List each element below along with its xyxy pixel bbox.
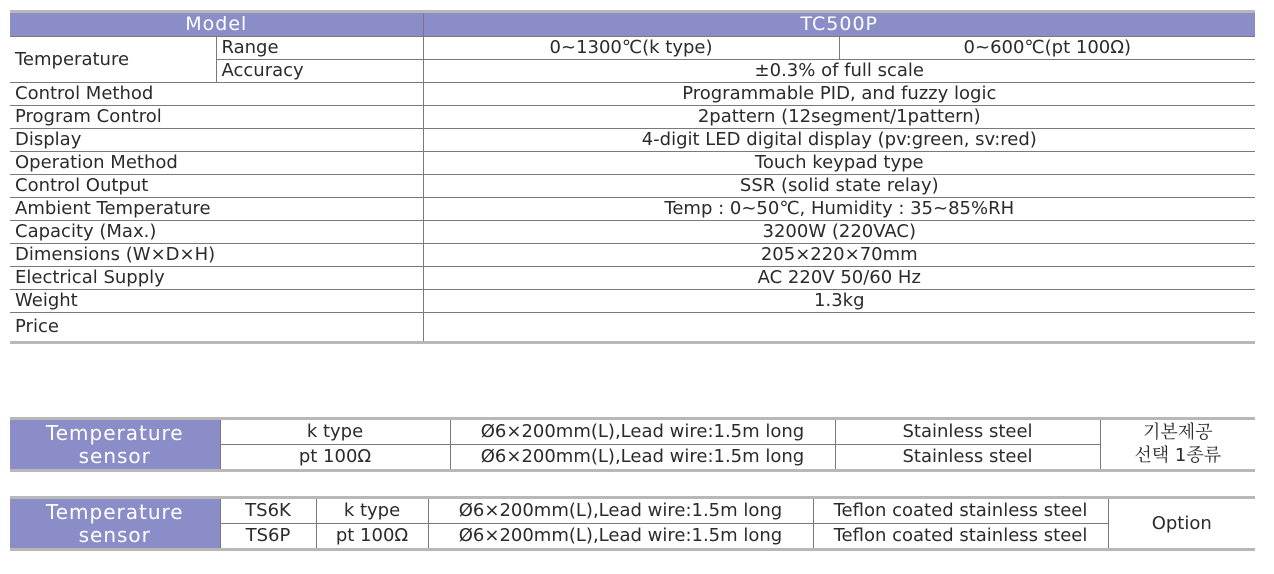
range-label: Range	[216, 37, 423, 60]
spec-label: Control Method	[10, 83, 423, 106]
spec-row-price	[10, 313, 1255, 343]
spec-row	[10, 221, 1255, 244]
spec-header-row	[10, 12, 1255, 37]
spec-value: Programmable PID, and fuzzy logic	[423, 83, 1255, 106]
spec-label: Display	[10, 129, 423, 152]
spec-value: 2pattern (12segment/1pattern)	[423, 106, 1255, 129]
sensor-spec: Ø6×200mm(L),Lead wire:1.5m long	[428, 524, 813, 550]
sensor-note	[1100, 419, 1255, 471]
sensor-header-line1: Temperature	[45, 499, 184, 524]
spec-row	[10, 267, 1255, 290]
sensor-code: TS6P	[220, 524, 316, 550]
spec-label: Control Output	[10, 175, 423, 198]
spec-row	[10, 290, 1255, 313]
sensor-code: TS6K	[220, 498, 316, 524]
sensor-option-table	[10, 496, 1255, 551]
model-value: TC500P	[423, 12, 1255, 37]
spec-label: Electrical Supply	[10, 267, 423, 290]
spec-row	[10, 244, 1255, 267]
price-label: Price	[10, 313, 423, 343]
sensor-note-line1: 기본제공	[1142, 422, 1213, 443]
sensor-header-line1: Temperature	[45, 420, 184, 445]
spec-value: 1.3kg	[423, 290, 1255, 313]
sensor-type: k type	[316, 498, 428, 524]
spec-row	[10, 106, 1255, 129]
sensor-type: k type	[220, 419, 450, 445]
sensor-spec: Ø6×200mm(L),Lead wire:1.5m long	[428, 498, 813, 524]
model-header: Model	[10, 12, 423, 37]
sensor-type: pt 100Ω	[220, 445, 450, 471]
spec-label: Capacity (Max.)	[10, 221, 423, 244]
sensor-spec: Ø6×200mm(L),Lead wire:1.5m long	[450, 419, 835, 445]
sensor-material: Stainless steel	[835, 419, 1100, 445]
spec-value: 3200W (220VAC)	[423, 221, 1255, 244]
sensor-basic-table	[10, 417, 1255, 472]
sensor-note-line2: 선택 1종류	[1134, 444, 1222, 466]
accuracy-value: ±0.3% of full scale	[423, 60, 1255, 83]
sensor-material: Stainless steel	[835, 445, 1100, 471]
range-k-value: 0~1300℃(k type)	[423, 37, 839, 60]
spec-value: Temp : 0~50℃, Humidity : 35~85%RH	[423, 198, 1255, 221]
sensor-note: Option	[1108, 498, 1255, 550]
sensor-header-line2: sensor	[78, 522, 151, 547]
spec-value: SSR (solid state relay)	[423, 175, 1255, 198]
sensor-row	[10, 419, 1255, 445]
spec-label: Dimensions (W×D×H)	[10, 244, 423, 267]
spec-value: Touch keypad type	[423, 152, 1255, 175]
spec-label: Ambient Temperature	[10, 198, 423, 221]
sensor-header-line2: sensor	[78, 443, 151, 468]
sensor-header	[10, 419, 220, 471]
spec-row	[10, 152, 1255, 175]
spec-label: Weight	[10, 290, 423, 313]
sensor-type: pt 100Ω	[316, 524, 428, 550]
range-pt-value: 0~600℃(pt 100Ω)	[839, 37, 1255, 60]
temperature-label: Temperature	[10, 37, 216, 83]
sensor-header	[10, 498, 220, 550]
sensor-row	[10, 498, 1255, 524]
spec-row	[10, 198, 1255, 221]
accuracy-label: Accuracy	[216, 60, 423, 83]
spec-row	[10, 129, 1255, 152]
sensor-material: Teflon coated stainless steel	[813, 524, 1108, 550]
spec-value: 205×220×70mm	[423, 244, 1255, 267]
price-value	[423, 313, 1255, 343]
spec-row	[10, 175, 1255, 198]
spec-label: Program Control	[10, 106, 423, 129]
spec-row	[10, 83, 1255, 106]
spec-value: AC 220V 50/60 Hz	[423, 267, 1255, 290]
spec-row-temperature-range	[10, 37, 1255, 60]
spec-value: 4-digit LED digital display (pv:green, sv:red)	[423, 129, 1255, 152]
sensor-spec: Ø6×200mm(L),Lead wire:1.5m long	[450, 445, 835, 471]
spec-label: Operation Method	[10, 152, 423, 175]
spec-table	[10, 10, 1255, 344]
sensor-material: Teflon coated stainless steel	[813, 498, 1108, 524]
